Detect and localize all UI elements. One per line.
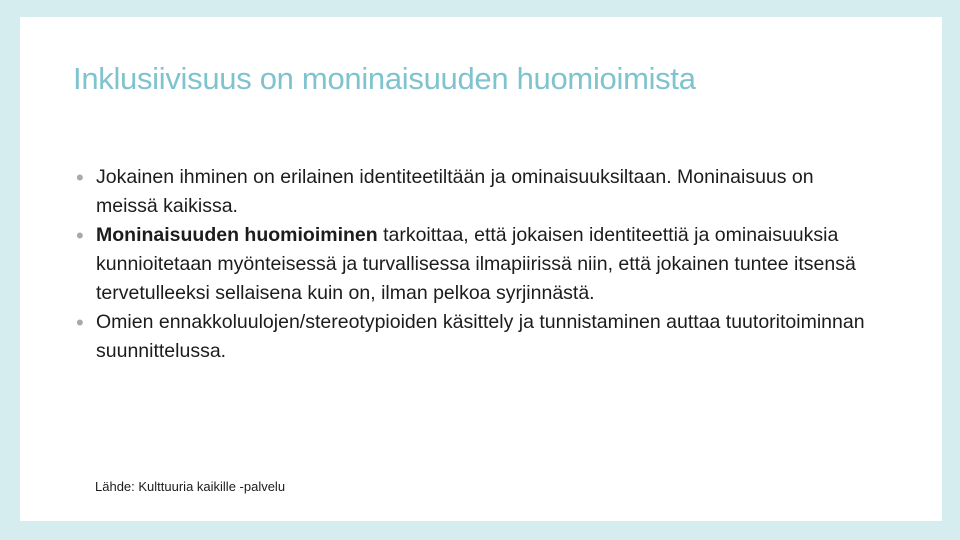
slide (20, 17, 942, 521)
bullet-item (73, 308, 873, 366)
bullet-item (73, 163, 873, 221)
source-citation: Lähde: Kulttuuria kaikille -palvelu (95, 479, 286, 494)
bullet-text: Jokainen ihminen on erilainen identiteetiltään ja ominaisuuksiltaan. Moninaisuus on meissä kaikissa. (96, 166, 814, 217)
bullet-dot-icon: • (76, 310, 84, 335)
bullet-dot-icon: • (76, 223, 84, 248)
bullet-item (73, 221, 873, 308)
bullet-text: tarkoittaa, että jokaisen identiteettiä ja ominaisuuksia kunnioitetaan myönteisessä ja turvallisessa ilmapiirissä niin, että jokainen tuntee itsensä tervetulleeksi sellaisena kuin on, ilman pelkoa syrjinnästä. (96, 224, 856, 304)
bullet-list (73, 163, 873, 366)
bullet-dot-icon: • (76, 165, 84, 190)
slide-title: Inklusiivisuus on moninaisuuden huomioimista (73, 61, 696, 96)
bullet-bold-term: Moninaisuuden huomioiminen (96, 224, 378, 246)
bullet-text: Omien ennakkoluulojen/stereotypioiden käsittely ja tunnistaminen auttaa tuutoritoiminnan suunnittelussa. (96, 311, 865, 362)
